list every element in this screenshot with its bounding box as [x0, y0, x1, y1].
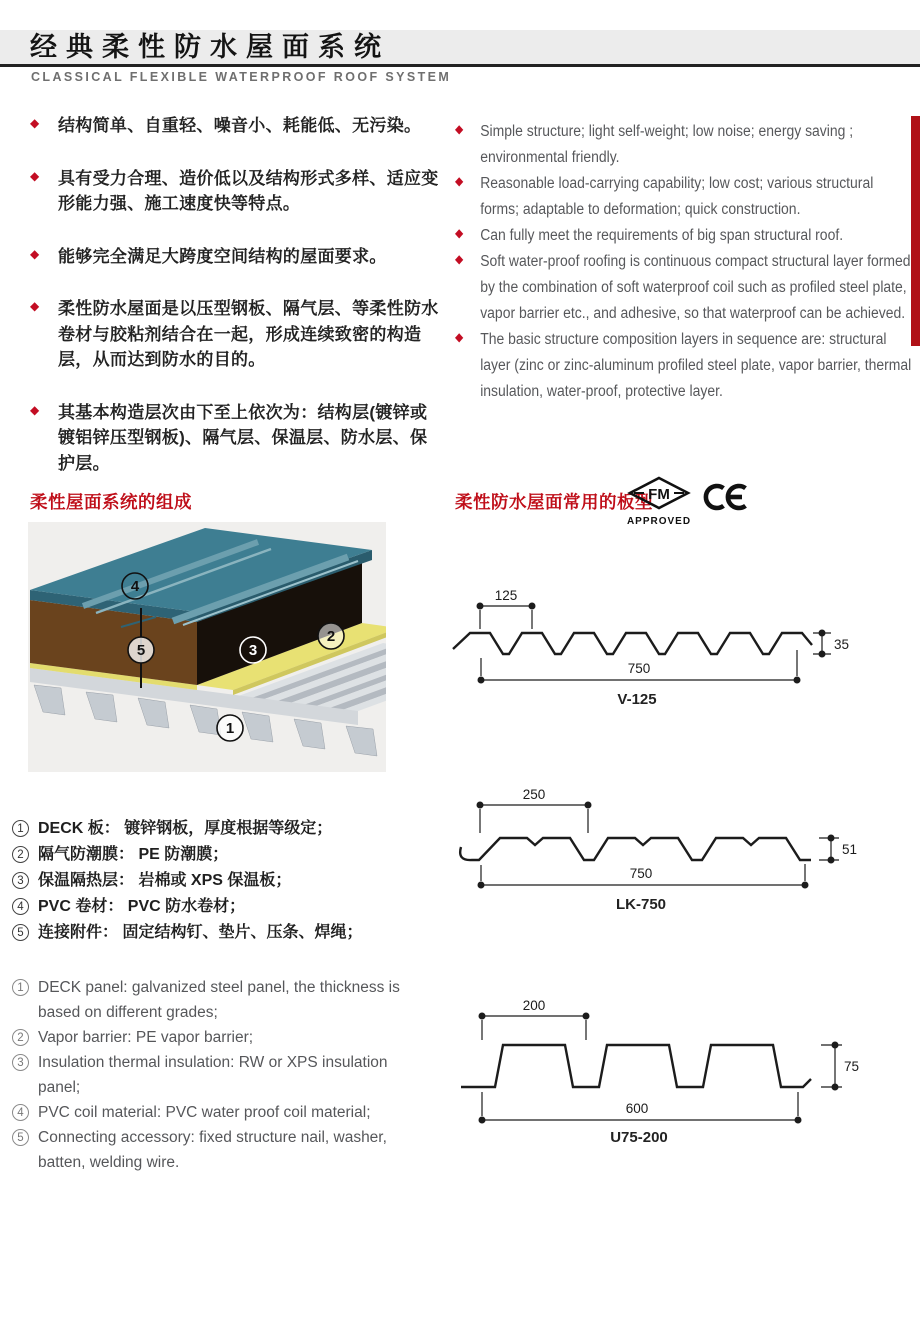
- diamond-bullet-icon: ◆: [30, 299, 40, 313]
- svg-text:2: 2: [326, 628, 336, 645]
- feature-item: [30, 166, 442, 217]
- feature-text: Reasonable load-carrying capability; low cost; various structural forms; adaptable to deformation; quick construction.: [480, 175, 874, 218]
- callout-2: [318, 623, 344, 649]
- page-title: 经典柔性防水屋面系统: [30, 32, 390, 62]
- dim-overall-label: 750: [627, 661, 651, 676]
- legend-text: Insulation thermal insulation: RW or XPS insulation panel;: [38, 1054, 388, 1096]
- legend-item: [12, 816, 442, 842]
- circled-number-icon: 5: [12, 1129, 29, 1146]
- feature-item: [30, 244, 442, 270]
- legend-item: [12, 1125, 430, 1175]
- circled-number-icon: 4: [12, 1104, 29, 1121]
- fm-text: FM: [648, 486, 670, 503]
- legend-list-en: [12, 975, 430, 1175]
- profile-name: LK-750: [615, 896, 667, 913]
- legend-item: [12, 1025, 430, 1050]
- diamond-bullet-icon: ◆: [455, 330, 464, 344]
- fm-approved-logo: [627, 476, 691, 528]
- dim-overall-label: 600: [625, 1101, 649, 1116]
- legend-text: Vapor barrier: PE vapor barrier;: [38, 1029, 254, 1046]
- section-title-profiles: 柔性防水屋面常用的板型: [455, 492, 653, 512]
- feature-text: The basic structure composition layers in sequence are: structural layer (zinc or zinc-aluminum profiled steel plate, vapor barrier, thermal insulation, water-proof, protective layer.: [480, 331, 912, 400]
- legend-item: [12, 894, 442, 920]
- legend-list-zh: [12, 816, 442, 946]
- callout-5: [128, 637, 154, 663]
- title-band: [0, 30, 920, 67]
- fm-approved-text: APPROVED: [627, 516, 691, 527]
- circled-number-icon: 5: [12, 924, 29, 941]
- legend-text: DECK 板： 镀锌钢板，厚度根据等级定；: [38, 820, 333, 837]
- legend-item: [12, 975, 430, 1025]
- circled-number-icon: 4: [12, 898, 29, 915]
- legend-item: [12, 920, 442, 946]
- feature-text: Can fully meet the requirements of big span structural roof.: [480, 227, 844, 244]
- diamond-bullet-icon: ◆: [30, 402, 40, 417]
- legend-text: PVC coil material: PVC water proof coil material;: [38, 1104, 371, 1121]
- feature-text: 具有受力合理、造价低以及结构形式多样、适应变形能力强、施工速度快等特点。: [58, 168, 439, 213]
- dim-height-label: 51: [842, 842, 858, 857]
- feature-text: 其基本构造层次由下至上依次为：结构层(镀锌或镀铝锌压型钢板)、隔气层、保温层、防水层、保护层。: [58, 402, 428, 473]
- svg-text:1: 1: [225, 720, 235, 737]
- ce-mark-icon: [702, 482, 748, 512]
- profile-drawing-v125: [445, 573, 915, 726]
- circled-number-icon: 3: [12, 1054, 29, 1071]
- diamond-bullet-icon: ◆: [30, 116, 40, 130]
- section-title-composition: 柔性屋面系统的组成: [30, 492, 192, 512]
- legend-item: [12, 842, 442, 868]
- feature-item: [455, 249, 916, 327]
- features-list-zh: [30, 113, 442, 476]
- roof-layers-diagram: [28, 522, 386, 772]
- circled-number-icon: 2: [12, 846, 29, 863]
- feature-item: [30, 113, 442, 139]
- svg-text:4: 4: [130, 578, 140, 595]
- circled-number-icon: 3: [12, 872, 29, 889]
- feature-text: 柔性防水屋面是以压型钢板、隔气层、等柔性防水卷材与胶粘剂结合在一起，形成连续致密的构造层，从而达到防水的目的。: [58, 299, 439, 369]
- circled-number-icon: 1: [12, 820, 29, 837]
- feature-item: [455, 327, 916, 405]
- diamond-bullet-icon: ◆: [455, 252, 464, 266]
- diamond-bullet-icon: ◆: [455, 122, 464, 136]
- feature-item: [30, 400, 442, 477]
- feature-item: [455, 119, 916, 171]
- feature-text: 能够完全满足大跨度空间结构的屋面要求。: [58, 246, 387, 266]
- dim-overall-label: 750: [629, 866, 653, 881]
- diamond-bullet-icon: ◆: [455, 174, 464, 188]
- callout-1: [217, 715, 243, 741]
- legend-text: 隔气防潮膜： PE 防潮膜；: [38, 846, 229, 863]
- dim-pitch-label: 200: [522, 1000, 546, 1013]
- page-subtitle: CLASSICAL FLEXIBLE WATERPROOF ROOF SYSTEM: [31, 70, 452, 84]
- diamond-bullet-icon: ◆: [30, 246, 40, 261]
- red-edge-bar: [911, 116, 920, 346]
- legend-text: 保温隔热层： 岩棉或 XPS 保温板；: [38, 872, 292, 889]
- dim-height-label: 75: [844, 1059, 860, 1074]
- dim-height-label: 35: [834, 637, 850, 652]
- profile-name: V-125: [617, 691, 657, 708]
- profile-drawing-lk750: [445, 775, 915, 932]
- diamond-bullet-icon: ◆: [455, 226, 464, 240]
- features-list-en: [455, 119, 916, 405]
- legend-text: PVC 卷材： PVC 防水卷材；: [38, 898, 246, 915]
- circled-number-icon: 2: [12, 1029, 29, 1046]
- feature-item: [455, 171, 916, 223]
- legend-text: DECK panel: galvanized steel panel, the thickness is based on different grades;: [38, 979, 400, 1021]
- svg-text:5: 5: [136, 642, 146, 659]
- svg-text:3: 3: [248, 642, 258, 659]
- dim-pitch-label: 125: [494, 588, 518, 603]
- legend-text: Connecting accessory: fixed structure nail, washer, batten, welding wire.: [38, 1129, 387, 1171]
- legend-item: [12, 1050, 430, 1100]
- profile-drawing-u75-200: [445, 1000, 915, 1163]
- feature-text: Simple structure; light self-weight; low noise; energy saving ; environmental friendly.: [480, 123, 854, 166]
- feature-item: [30, 296, 442, 373]
- feature-text: 结构简单、自重轻、噪音小、耗能低、无污染。: [58, 116, 422, 135]
- feature-item: [455, 223, 916, 249]
- legend-item: [12, 868, 442, 894]
- legend-item: [12, 1100, 430, 1125]
- profile-name: U75-200: [610, 1129, 668, 1146]
- dim-pitch-label: 250: [522, 787, 546, 802]
- circled-number-icon: 1: [12, 979, 29, 996]
- diamond-bullet-icon: ◆: [30, 168, 40, 183]
- feature-text: Soft water-proof roofing is continuous compact structural layer formed by the combination of soft waterproof coil such as profiled steel plate, vapor barrier etc., and adhesive, so that waterproof can be achieved.: [480, 253, 911, 322]
- legend-text: 连接附件： 固定结构钉、垫片、压条、焊绳；: [38, 924, 363, 941]
